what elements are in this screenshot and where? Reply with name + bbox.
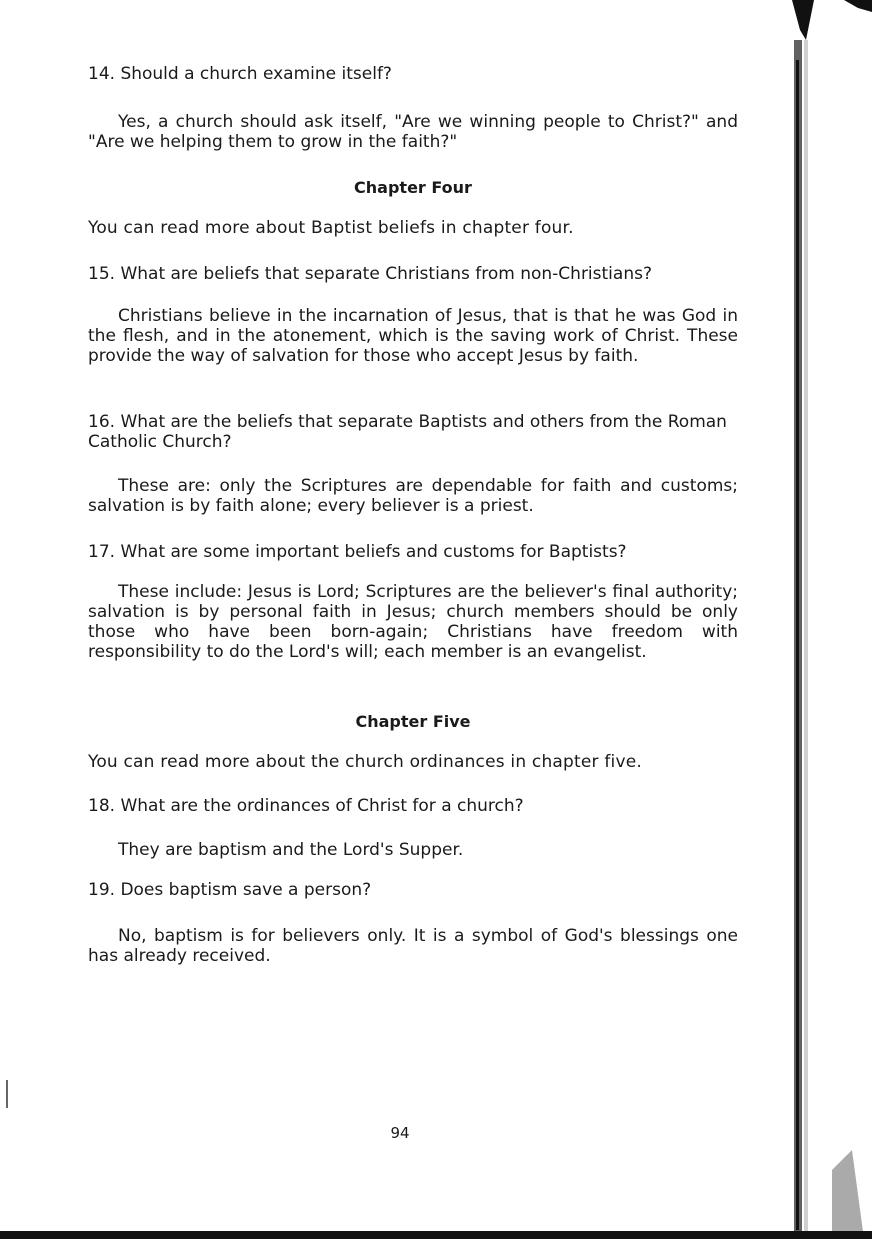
answer-18: They are baptism and the Lord's Supper. xyxy=(118,840,464,860)
binding-edge-shadow xyxy=(792,0,872,1239)
scan-mark xyxy=(6,1080,8,1108)
chapter-four-heading: Chapter Four xyxy=(354,178,472,197)
question-19: 19. Does baptism save a person? xyxy=(88,880,372,900)
question-15: 15. What are beliefs that separate Christians from non-Christians? xyxy=(88,264,652,284)
answer-19: No, baptism is for believers only. It is a symbol of God's blessings one has already received. xyxy=(88,926,738,966)
page-number: 94 xyxy=(390,1124,410,1142)
answer-16: These are: only the Scriptures are dependable for faith and customs; salvation is by faith alone; every believer is a priest. xyxy=(88,476,738,516)
question-14: 14. Should a church examine itself? xyxy=(88,64,392,84)
chapter-five-heading: Chapter Five xyxy=(355,712,471,731)
question-18: 18. What are the ordinances of Christ for a church? xyxy=(88,796,524,816)
chapter-four-intro: You can read more about Baptist beliefs in chapter four. xyxy=(88,218,574,238)
question-17: 17. What are some important beliefs and customs for Baptists? xyxy=(88,542,627,562)
answer-14: Yes, a church should ask itself, "Are we winning people to Christ?" and "Are we helping them to grow in the faith?" xyxy=(88,112,738,152)
question-16: 16. What are the beliefs that separate Baptists and others from the Roman Catholic Church? xyxy=(88,412,727,452)
chapter-five-intro: You can read more about the church ordinances in chapter five. xyxy=(88,752,642,772)
answer-15: Christians believe in the incarnation of Jesus, that is that he was God in the flesh, and in the atonement, which is the saving work of Christ. These provide the way of salvation for those who accept Jesus by faith. xyxy=(88,306,738,366)
bottom-edge xyxy=(0,1231,872,1239)
answer-17: These include: Jesus is Lord; Scriptures are the believer's final authority; salvation is by personal faith in Jesus; church members should be only those who have been born-again; Christians have freedom with responsibility to do the Lord's will; each member is an evangelist. xyxy=(88,582,738,662)
